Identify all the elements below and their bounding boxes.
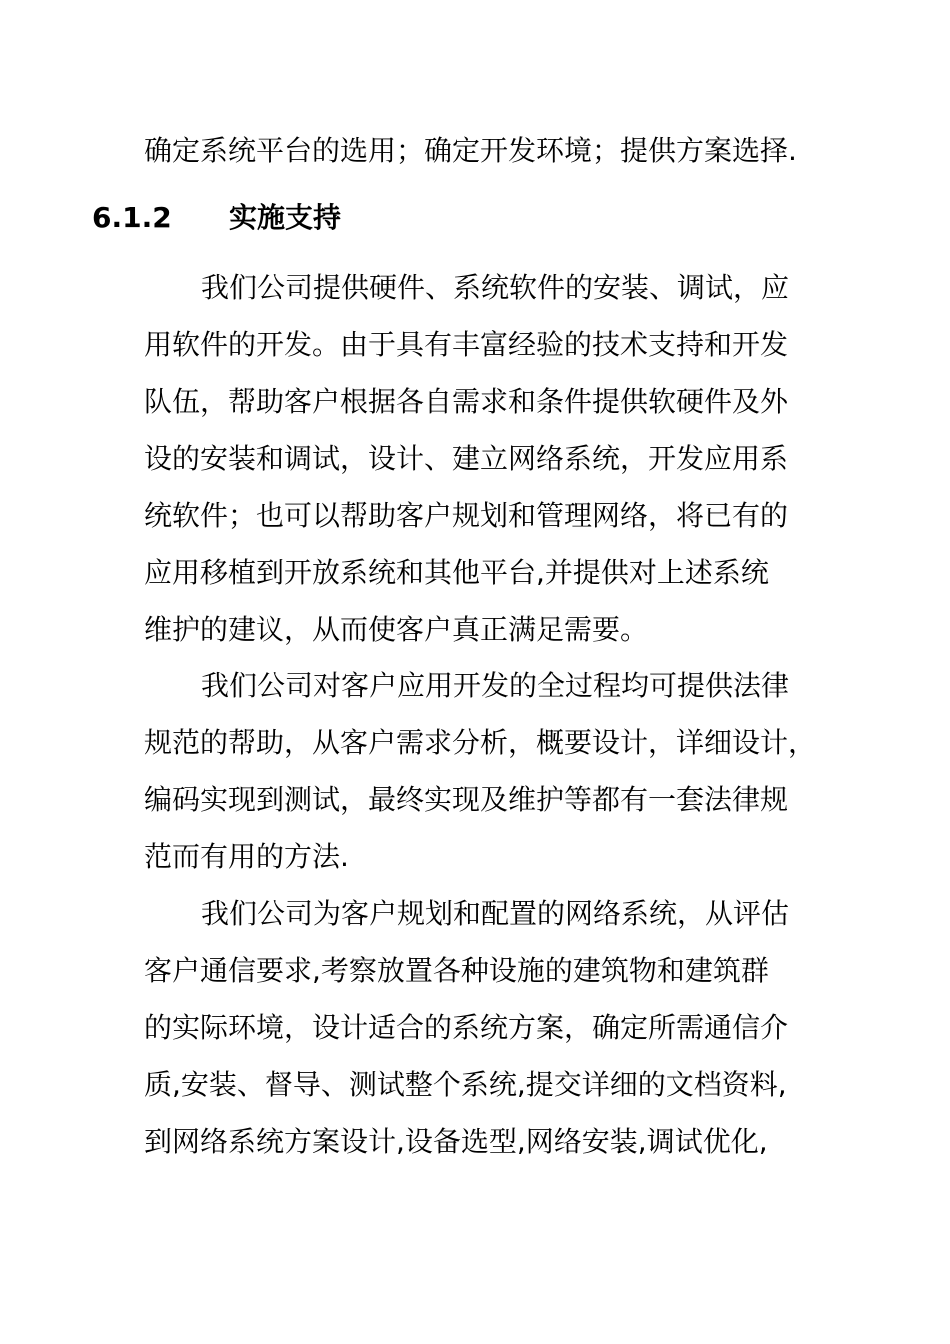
paragraph-1-line-7: 维护的建议，从而使客户真正满足需要。 (144, 613, 649, 646)
paragraph-1-line-6: 应用移植到开放系统和其他平台,并提供对上述系统 (144, 556, 769, 589)
paragraph-1-line-3: 队伍，帮助客户根据各自需求和条件提供软硬件及外 (144, 385, 789, 418)
paragraph-1-line-1: 我们公司提供硬件、系统软件的安装、调试，应 (201, 271, 790, 304)
paragraph-3-line-2: 客户通信要求,考察放置各种设施的建筑物和建筑群 (144, 954, 769, 987)
paragraph-3-line-1: 我们公司为客户规划和配置的网络系统，从评估 (201, 897, 790, 930)
paragraph-2-line-3: 编码实现到测试，最终实现及维护等都有一套法律规 (144, 783, 789, 816)
paragraph-1-line-4: 设的安装和调试，设计、建立网络系统，开发应用系 (144, 442, 789, 475)
paragraph-3-line-5: 到网络系统方案设计,设备选型,网络安装,调试优化, (144, 1125, 768, 1158)
paragraph-3-line-3: 的实际环境，设计适合的系统方案，确定所需通信介 (144, 1011, 789, 1044)
section-number: 6.1.2 (92, 201, 172, 234)
paragraph-3-line-4: 质,安装、督导、测试整个系统,提交详细的文档资料, (144, 1068, 787, 1101)
paragraph-1-line-5: 统软件；也可以帮助客户规划和管理网络，将已有的 (144, 499, 789, 532)
section-title: 实施支持 (229, 201, 342, 234)
paragraph-2-line-2: 规范的帮助，从客户需求分析，概要设计，详细设计， (144, 726, 817, 759)
paragraph-2-line-4: 范而有用的方法. (144, 840, 349, 873)
text-line-top: 确定系统平台的选用；确定开发环境；提供方案选择. (144, 134, 797, 167)
paragraph-1-line-2: 用软件的开发。由于具有丰富经验的技术支持和开发 (144, 328, 789, 361)
paragraph-2-line-1: 我们公司对客户应用开发的全过程均可提供法律 (201, 669, 790, 702)
